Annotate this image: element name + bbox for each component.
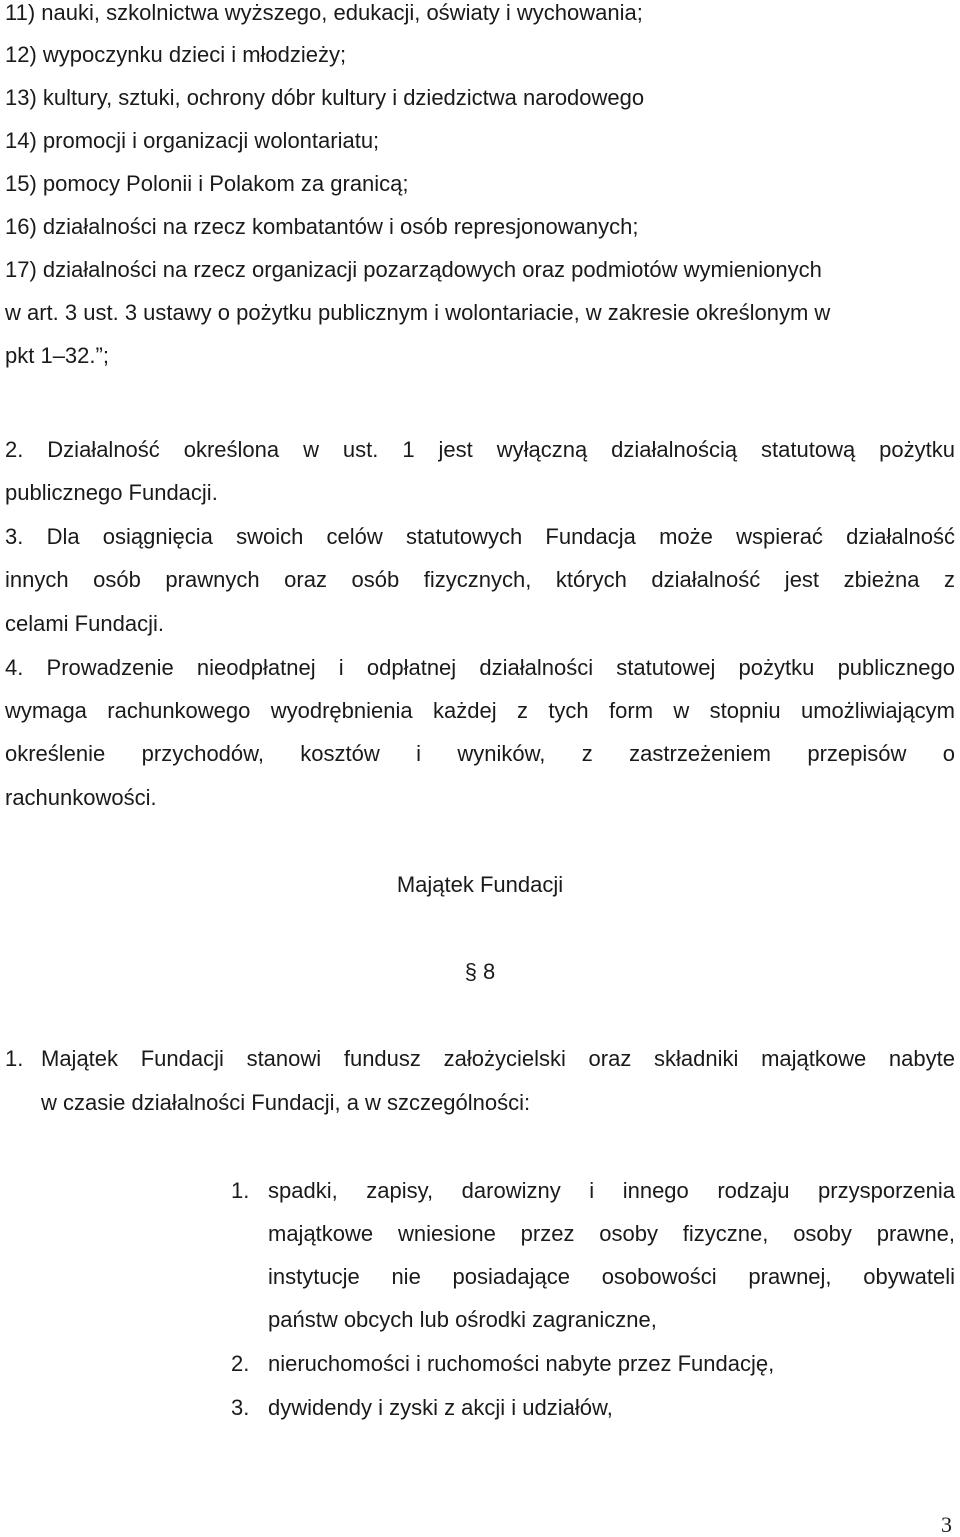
sub-item-1-line4: państw obcych lub ośrodki zagraniczne, [268, 1307, 657, 1332]
sub-item-1-line1: spadki, zapisy, darowizny i innego rodzaju przysporzenia [268, 1178, 955, 1203]
list-item-13: 13) kultury, sztuki, ochrony dóbr kultury i dziedzictwa narodowego [5, 85, 645, 110]
paragraph-2-line2: publicznego Fundacji. [5, 480, 218, 505]
page-number: 3 [941, 1512, 952, 1537]
sub-item-2-line1: nieruchomości i ruchomości nabyte przez Fundację, [268, 1351, 775, 1376]
list-item-12: 12) wypoczynku dzieci i młodzieży; [5, 42, 347, 67]
list-item-16: 16) działalności na rzecz kombatantów i osób represjonowanych; [5, 214, 639, 239]
paragraph-4-line1: 4. Prowadzenie nieodpłatnej i odpłatnej działalności statutowej pożytku publicznego [5, 655, 955, 680]
paragraph-3-line3: celami Fundacji. [5, 611, 164, 636]
list-item-11: 11) nauki, szkolnictwa wyższego, edukacji, oświaty i wychowania; [5, 0, 643, 25]
sub-item-3-line1: dywidendy i zyski z akcji i udziałów, [268, 1395, 613, 1420]
sub-item-3-number: 3. [231, 1395, 250, 1420]
paragraph-4-line3: określenie przychodów, kosztów i wyników, z zastrzeżeniem przepisów o [5, 741, 955, 766]
sub-item-1-line2: majątkowe wniesione przez osoby fizyczne, osoby prawne, [268, 1221, 955, 1246]
list-item-14: 14) promocji i organizacji wolontariatu; [5, 128, 380, 153]
assets-line1: Majątek Fundacji stanowi fundusz założycielski oraz składniki majątkowe nabyte [41, 1046, 955, 1071]
sub-item-1-number: 1. [231, 1178, 250, 1203]
list-item-17-line3: pkt 1–32.”; [5, 343, 109, 368]
sub-item-1-line3: instytucje nie posiadające osobowości prawnej, obywateli [268, 1264, 955, 1289]
paragraph-4-line4: rachunkowości. [5, 785, 157, 810]
list-item-15: 15) pomocy Polonii i Polakom za granicą; [5, 171, 409, 196]
list-item-17-line1: 17) działalności na rzecz organizacji pozarządowych oraz podmiotów wymienionych [5, 257, 822, 282]
paragraph-3-line2: innych osób prawnych oraz osób fizycznych, których działalność jest zbieżna z [5, 567, 955, 592]
paragraph-3-line1: 3. Dla osiągnięcia swoich celów statutowych Fundacja może wspierać działalność [5, 524, 955, 549]
list-item-17-line2: w art. 3 ust. 3 ustawy o pożytku publicznym i wolontariacie, w zakresie określonym w [5, 300, 831, 325]
sub-item-2-number: 2. [231, 1351, 250, 1376]
section-title: Majątek Fundacji [396, 872, 564, 897]
assets-line2: w czasie działalności Fundacji, a w szczególności: [41, 1090, 531, 1115]
paragraph-2-line1: 2. Działalność określona w ust. 1 jest wyłączną działalnością statutową pożytku [5, 437, 955, 462]
assets-number: 1. [5, 1046, 24, 1071]
section-paragraph-number: § 8 [464, 959, 496, 984]
paragraph-4-line2: wymaga rachunkowego wyodrębnienia każdej z tych form w stopniu umożliwiającym [5, 698, 955, 723]
